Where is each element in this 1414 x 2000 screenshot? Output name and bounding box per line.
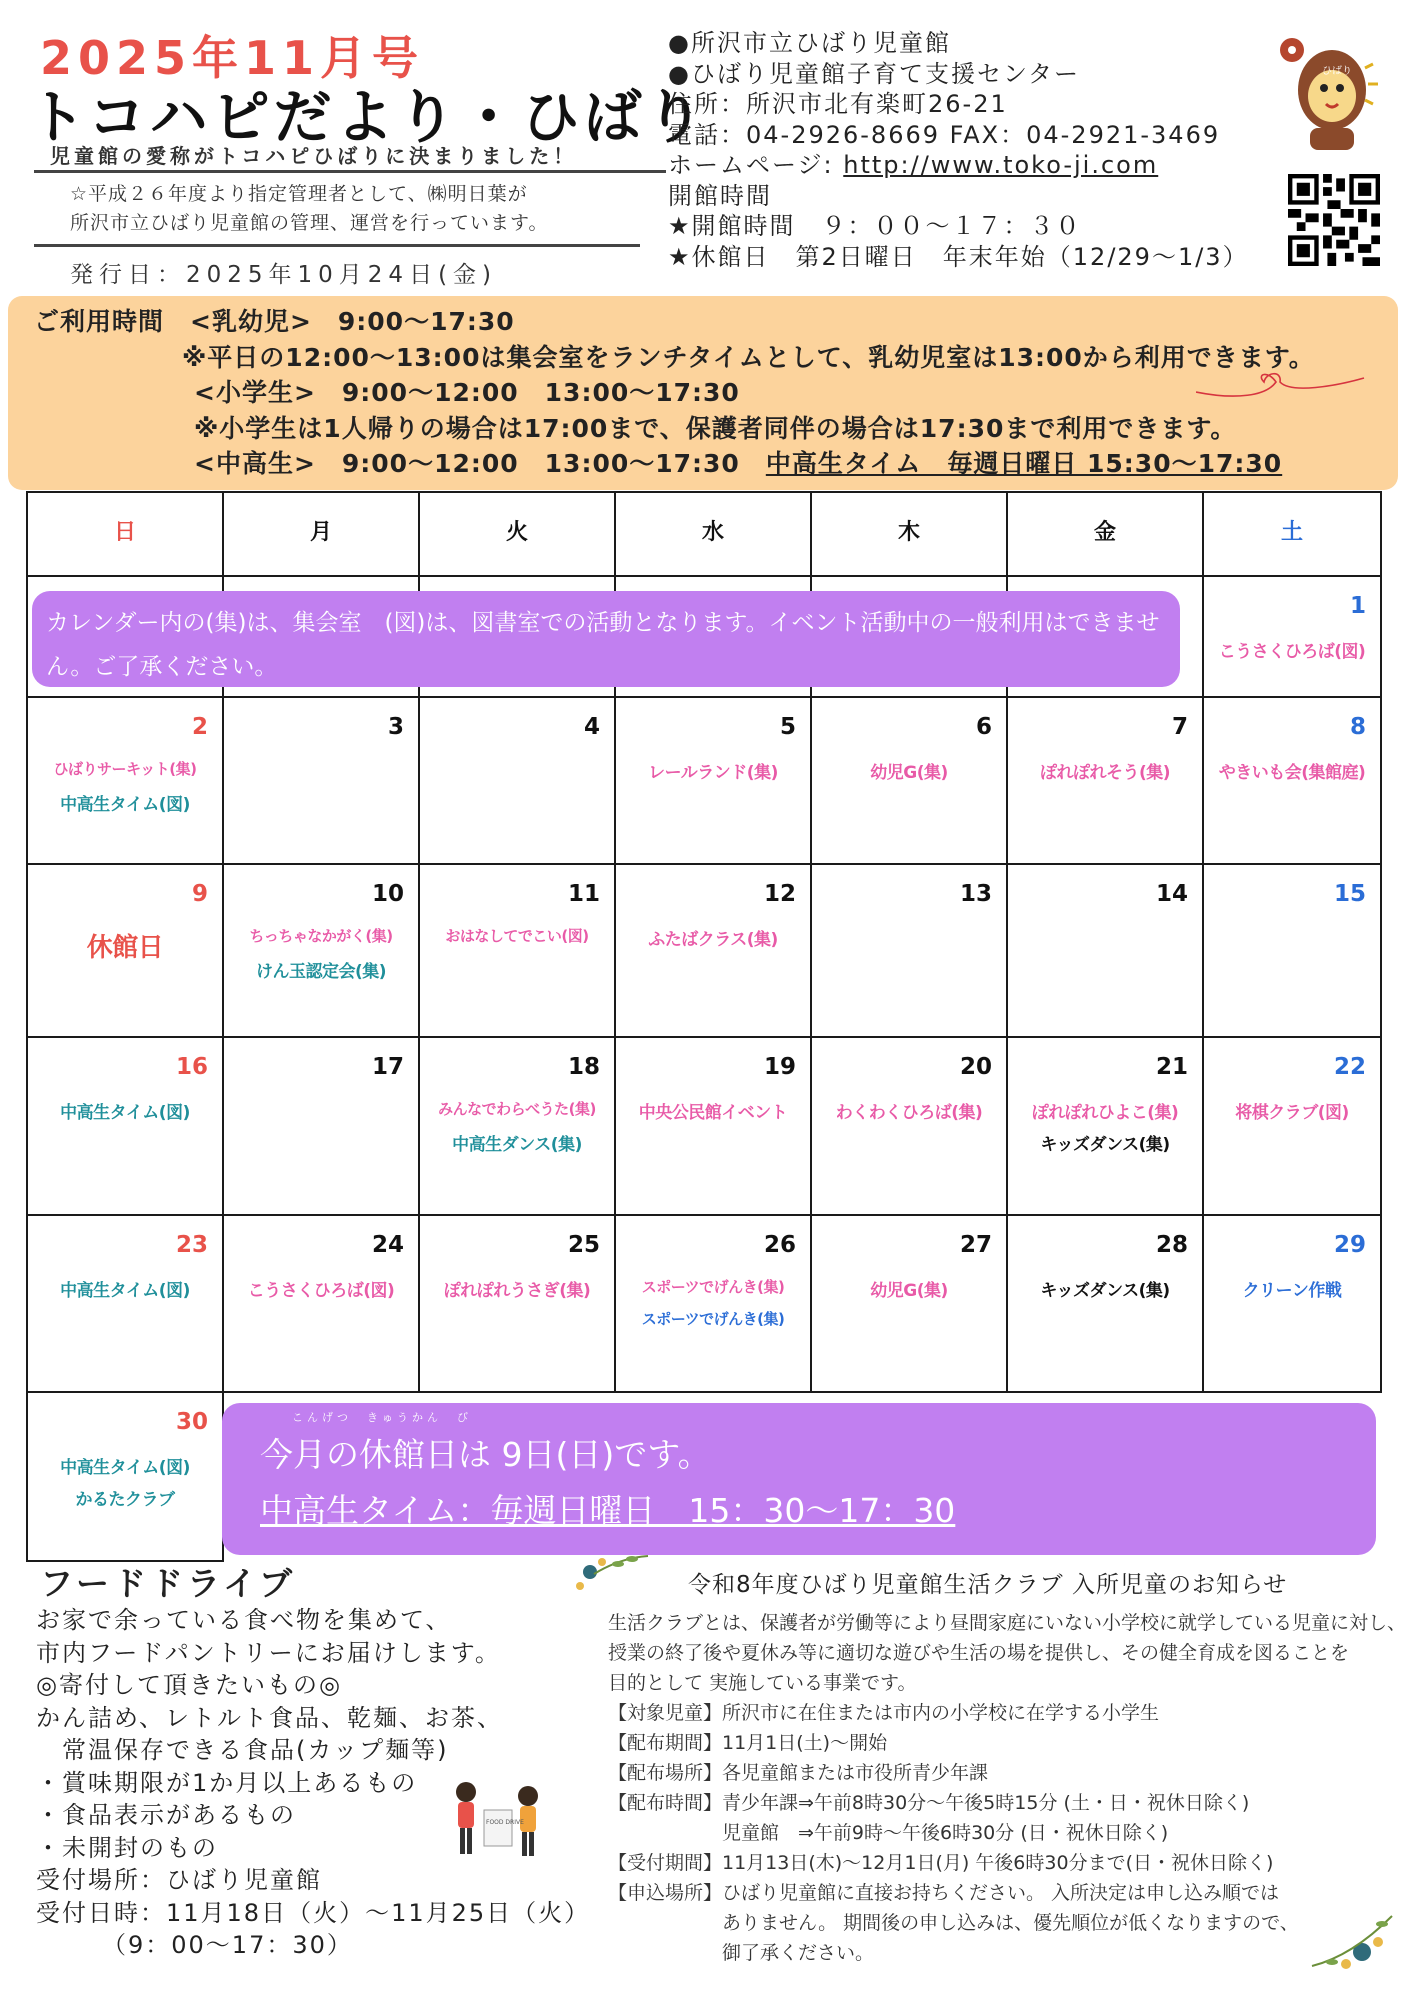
life-club-line: 【対象児童】所沢市に在住または市内の小学校に在学する小学生 [608, 1702, 1160, 1724]
info-line: 開館時間 [668, 181, 772, 210]
info-line: ★開館時間 ９：００～１７：３０ [668, 212, 1082, 240]
calendar-event: ちっちゃなかがく(集) [249, 927, 393, 945]
day-number: 30 [175, 1409, 208, 1435]
weekday-header: 金 [1006, 491, 1204, 577]
day-number: 24 [371, 1232, 404, 1258]
day-number: 7 [1171, 714, 1188, 740]
life-club-line: ありません。 期間後の申し込みは、優先順位が低くなりますので、 [608, 1912, 1299, 1934]
day-number: 15 [1333, 881, 1366, 907]
day-number: 14 [1155, 881, 1188, 907]
calendar-day-cell [26, 1214, 224, 1393]
calendar-day-cell [614, 696, 812, 865]
calendar-day-cell [26, 1036, 224, 1216]
calendar-day-cell [418, 696, 616, 865]
day-number: 22 [1333, 1054, 1366, 1080]
day-number: 28 [1155, 1232, 1188, 1258]
calendar-day-cell [810, 863, 1008, 1038]
calendar-day-cell [810, 1214, 1008, 1393]
issue-date: 発行日：2025年10月24日(金) [70, 262, 498, 288]
day-number: 5 [779, 714, 796, 740]
facility-info [668, 28, 1249, 272]
food-drive-line: ・未開封のもの [36, 1833, 218, 1862]
flower-decoration-icon [1302, 1906, 1398, 1976]
day-number: 9 [191, 881, 208, 907]
calendar-day-cell [614, 1036, 812, 1216]
calendar-day-cell [418, 863, 616, 1038]
management-line: ☆平成２６年度より指定管理者として、㈱明日葉が [70, 183, 528, 205]
day-number: 17 [371, 1054, 404, 1080]
day-number: 21 [1155, 1054, 1188, 1080]
usage-hours [34, 304, 1315, 482]
life-club-line: 生活クラブとは、保護者が労働等により昼間家庭にいない小学校に就学している児童に対し、 [608, 1612, 1407, 1634]
calendar-day-cell [1006, 1214, 1204, 1393]
calendar-event: ぽれぽれそう(集) [1039, 763, 1171, 783]
calendar-day-cell [222, 863, 420, 1038]
day-number: 8 [1349, 714, 1366, 740]
weekday-header: 火 [418, 491, 616, 577]
food-drive-line: 市内フードパントリーにお届けします。 [36, 1638, 501, 1667]
food-drive-line: ・賞味期限が1か月以上あるもの [36, 1768, 418, 1797]
day-number: 3 [387, 714, 404, 740]
weekday-header: 月 [222, 491, 420, 577]
calendar-day-cell [418, 1036, 616, 1216]
food-drive-line: 常温保存できる食品(カップ麺等) [36, 1736, 449, 1764]
homepage-link[interactable]: http://www.toko-ji.com [843, 151, 1159, 179]
info-line: ●ひばり児童館子育て支援センター [668, 59, 1080, 88]
calendar-event: 幼児G(集) [870, 1281, 948, 1301]
day-number: 12 [763, 881, 796, 907]
calendar-event: みんなでわらべうた(集) [438, 1100, 596, 1118]
teen-time-banner: 中高生タイム：毎週日曜日 15：30～17：30 [260, 1491, 956, 1530]
calendar-event: キッズダンス(集) [1040, 1135, 1170, 1155]
calendar-day-cell [1202, 575, 1382, 698]
hours-text: <中高生> 9:00～12:00 13:00～17:30 [194, 449, 766, 478]
calendar-day-cell [222, 1036, 420, 1216]
closure-day-note: 今月の休館日は 9日(日)です。 [260, 1435, 711, 1474]
calendar-day-cell [1202, 696, 1382, 865]
food-drive-line: お家で余っている食べ物を集めて、 [36, 1606, 452, 1634]
day-number: 11 [567, 881, 600, 907]
weekday-header: 木 [810, 491, 1008, 577]
calendar-event: けん玉認定会(集) [255, 962, 387, 982]
issue-title: 2025年11月号 [40, 31, 425, 85]
weekday-header: 日 [26, 491, 224, 577]
day-number: 23 [175, 1232, 208, 1258]
calendar-event: 中央公民館イベント [638, 1103, 788, 1123]
life-club-line: 授業の終了後や夏休み等に適切な遊びや生活の場を提供し、その健全育成を図ることを [608, 1642, 1350, 1664]
info-line: 電話：04-2926-8669 FAX：04-2921-3469 [668, 120, 1221, 149]
life-club-line: 目的として 実施している事業です。 [608, 1672, 917, 1694]
day-number: 6 [975, 714, 992, 740]
calendar-day-cell [1202, 1214, 1382, 1393]
divider [34, 244, 640, 247]
calendar-event: 中高生タイム(図) [60, 795, 190, 815]
day-number: 2 [191, 714, 208, 740]
calendar-event: ぽれぽれうさぎ(集) [443, 1281, 591, 1301]
life-club-line: 【配布場所】各児童館または市役所青少年課 [608, 1762, 989, 1784]
homepage-row [668, 150, 1249, 181]
mascot-label: ひばり [1322, 66, 1352, 77]
info-line: ●所沢市立ひばり児童館 [668, 29, 951, 57]
food-drive-line: ◎寄付して頂きたいもの◎ [36, 1671, 342, 1699]
calendar-day-cell [614, 863, 812, 1038]
calendar-event: やきいも会(集館庭) [1218, 763, 1366, 783]
calendar-event: かるたクラブ [75, 1490, 175, 1510]
divider [34, 170, 666, 173]
calendar-event: 中高生タイム(図) [60, 1281, 190, 1301]
calendar-day-cell [1006, 1036, 1204, 1216]
hours-line: ご利用時間 <乳幼児> 9:00～17:30 [34, 307, 515, 336]
calendar-notice: カレンダー内の(集)は、集会室 (図)は、図書室での活動となります。イベント活動中の一般利用はできません。ご了承ください。 [32, 591, 1180, 687]
hours-line: <小学生> 9:00～12:00 13:00～17:30 [194, 378, 740, 407]
info-line: 住所：所沢市北有楽町26-21 [668, 90, 1008, 118]
weekday-header: 水 [614, 491, 812, 577]
calendar-event: 幼児G(集) [870, 763, 948, 783]
calendar-event: キッズダンス(集) [1040, 1281, 1170, 1301]
food-drive-line: ・食品表示があるもの [36, 1801, 296, 1829]
calendar-day-cell [614, 1214, 812, 1393]
calendar-day-cell [1006, 863, 1204, 1038]
homepage-label: ホームページ: [668, 151, 834, 179]
calendar-event: ふたばクラス(集) [648, 930, 778, 950]
closure-banner [222, 1403, 1376, 1555]
day-number: 25 [567, 1232, 600, 1258]
calendar-event: ひばりサーキット(集) [53, 760, 197, 778]
life-club-line: 児童館 ⇒午前9時～午後6時30分 (日・祝休日除く) [608, 1822, 1169, 1844]
calendar-event: 将棋クラブ(図) [1235, 1103, 1349, 1123]
kids-sign-text: FOOD DRIVE [486, 1819, 524, 1826]
calendar-event: ぽれぽれひよこ(集) [1031, 1103, 1179, 1123]
closed-day-label: 休館日 [86, 933, 164, 963]
management-note [70, 180, 548, 238]
food-drive-title: フードドライブ [40, 1564, 297, 1603]
calendar-event: おはなしてでこい(図) [445, 927, 589, 945]
subtitle: 児童館の愛称がトコハピひばりに決まりました！ [50, 144, 578, 168]
day-number: 18 [567, 1054, 600, 1080]
kids-illustration-icon [446, 1774, 548, 1860]
food-drive-line: 受付場所：ひばり児童館 [36, 1866, 322, 1894]
weekday-header: 土 [1202, 491, 1382, 577]
life-club-line: 【申込場所】ひばり児童館に直接お持ちください。 入所決定は申し込み順では [608, 1882, 1280, 1904]
banner-ruby: こんげつ きゅうかん び [292, 1411, 472, 1424]
day-number: 4 [583, 714, 600, 740]
calendar-event: スポーツでげんき(集) [641, 1310, 785, 1328]
calendar-day-cell [1202, 863, 1382, 1038]
calendar-day-cell [1202, 1036, 1382, 1216]
food-drive-line: （9：00～17：30） [36, 1931, 353, 1959]
life-club-line: 【受付期間】11月13日(木)～12月1日(月) 午後6時30分まで(日・祝休日除く) [608, 1852, 1274, 1874]
day-number: 20 [959, 1054, 992, 1080]
calendar-day-cell [26, 863, 224, 1038]
calendar-day-cell [222, 696, 420, 865]
life-club-title: 令和8年度ひばり児童館生活クラブ 入所児童のお知らせ [688, 1572, 1288, 1598]
life-club-line: 御了承ください。 [608, 1942, 875, 1964]
day-number: 10 [371, 881, 404, 907]
newsletter-title: トコハピだより・ひばり [28, 83, 708, 151]
calendar-event: こうさくひろば(図) [1218, 642, 1366, 662]
day-number: 29 [1333, 1232, 1366, 1258]
mascot-icon [1270, 28, 1380, 158]
day-number: 19 [763, 1054, 796, 1080]
qr-code-icon [1288, 174, 1380, 266]
day-number: 26 [763, 1232, 796, 1258]
calendar-event: 中高生タイム(図) [60, 1103, 190, 1123]
calendar-day-cell [26, 1391, 224, 1562]
info-line: ★休館日 第2日曜日 年末年始（12/29～1/3） [668, 242, 1249, 271]
day-number: 27 [959, 1232, 992, 1258]
hours-line: ※平日の12:00～13:00は集会室をランチタイムとして、乳幼児室は13:00から利用できます。 [182, 342, 1315, 372]
calendar-day-cell [26, 696, 224, 865]
food-drive-line: かん詰め、レトルト食品、乾麺、お茶、 [36, 1703, 504, 1732]
calendar-day-cell [222, 1214, 420, 1393]
calendar-event: こうさくひろば(図) [247, 1281, 395, 1301]
calendar-event: レールランド(集) [648, 763, 778, 783]
life-club-body [608, 1608, 1406, 1968]
food-drive-line: 受付日時：11月18日（火）～11月25日（火） [36, 1898, 591, 1927]
life-club-line: 【配布時間】青少年課⇒午前8時30分～午後5時15分 (土・日・祝休日除く) [608, 1792, 1250, 1814]
hours-line [34, 446, 1315, 482]
life-club-line: 【配布期間】11月1日(土)～開始 [608, 1732, 888, 1754]
calendar-event: クリーン作戦 [1242, 1281, 1342, 1301]
calendar-event: 中高生タイム(図) [60, 1458, 190, 1478]
calendar-event: わくわくひろば(集) [835, 1103, 983, 1123]
day-number: 16 [175, 1054, 208, 1080]
calendar-day-cell [810, 696, 1008, 865]
calendar-event: 中高生ダンス(集) [452, 1135, 582, 1155]
heart-doodle-icon [1196, 352, 1366, 400]
flower-decoration-icon [570, 1548, 650, 1598]
hours-line: ※小学生は1人帰りの場合は17:00まで、保護者同伴の場合は17:30まで利用できます。 [194, 413, 1237, 443]
calendar-event: スポーツでげんき(集) [641, 1278, 785, 1296]
calendar-day-cell [810, 1036, 1008, 1216]
day-number: 13 [959, 881, 992, 907]
day-number: 1 [1349, 593, 1366, 619]
calendar-day-cell [418, 1214, 616, 1393]
teen-time-note: 中高生タイム 毎週日曜日 15:30～17:30 [765, 449, 1283, 478]
calendar-day-cell [1006, 696, 1204, 865]
management-line: 所沢市立ひばり児童館の管理、運営を行っています。 [70, 212, 549, 234]
